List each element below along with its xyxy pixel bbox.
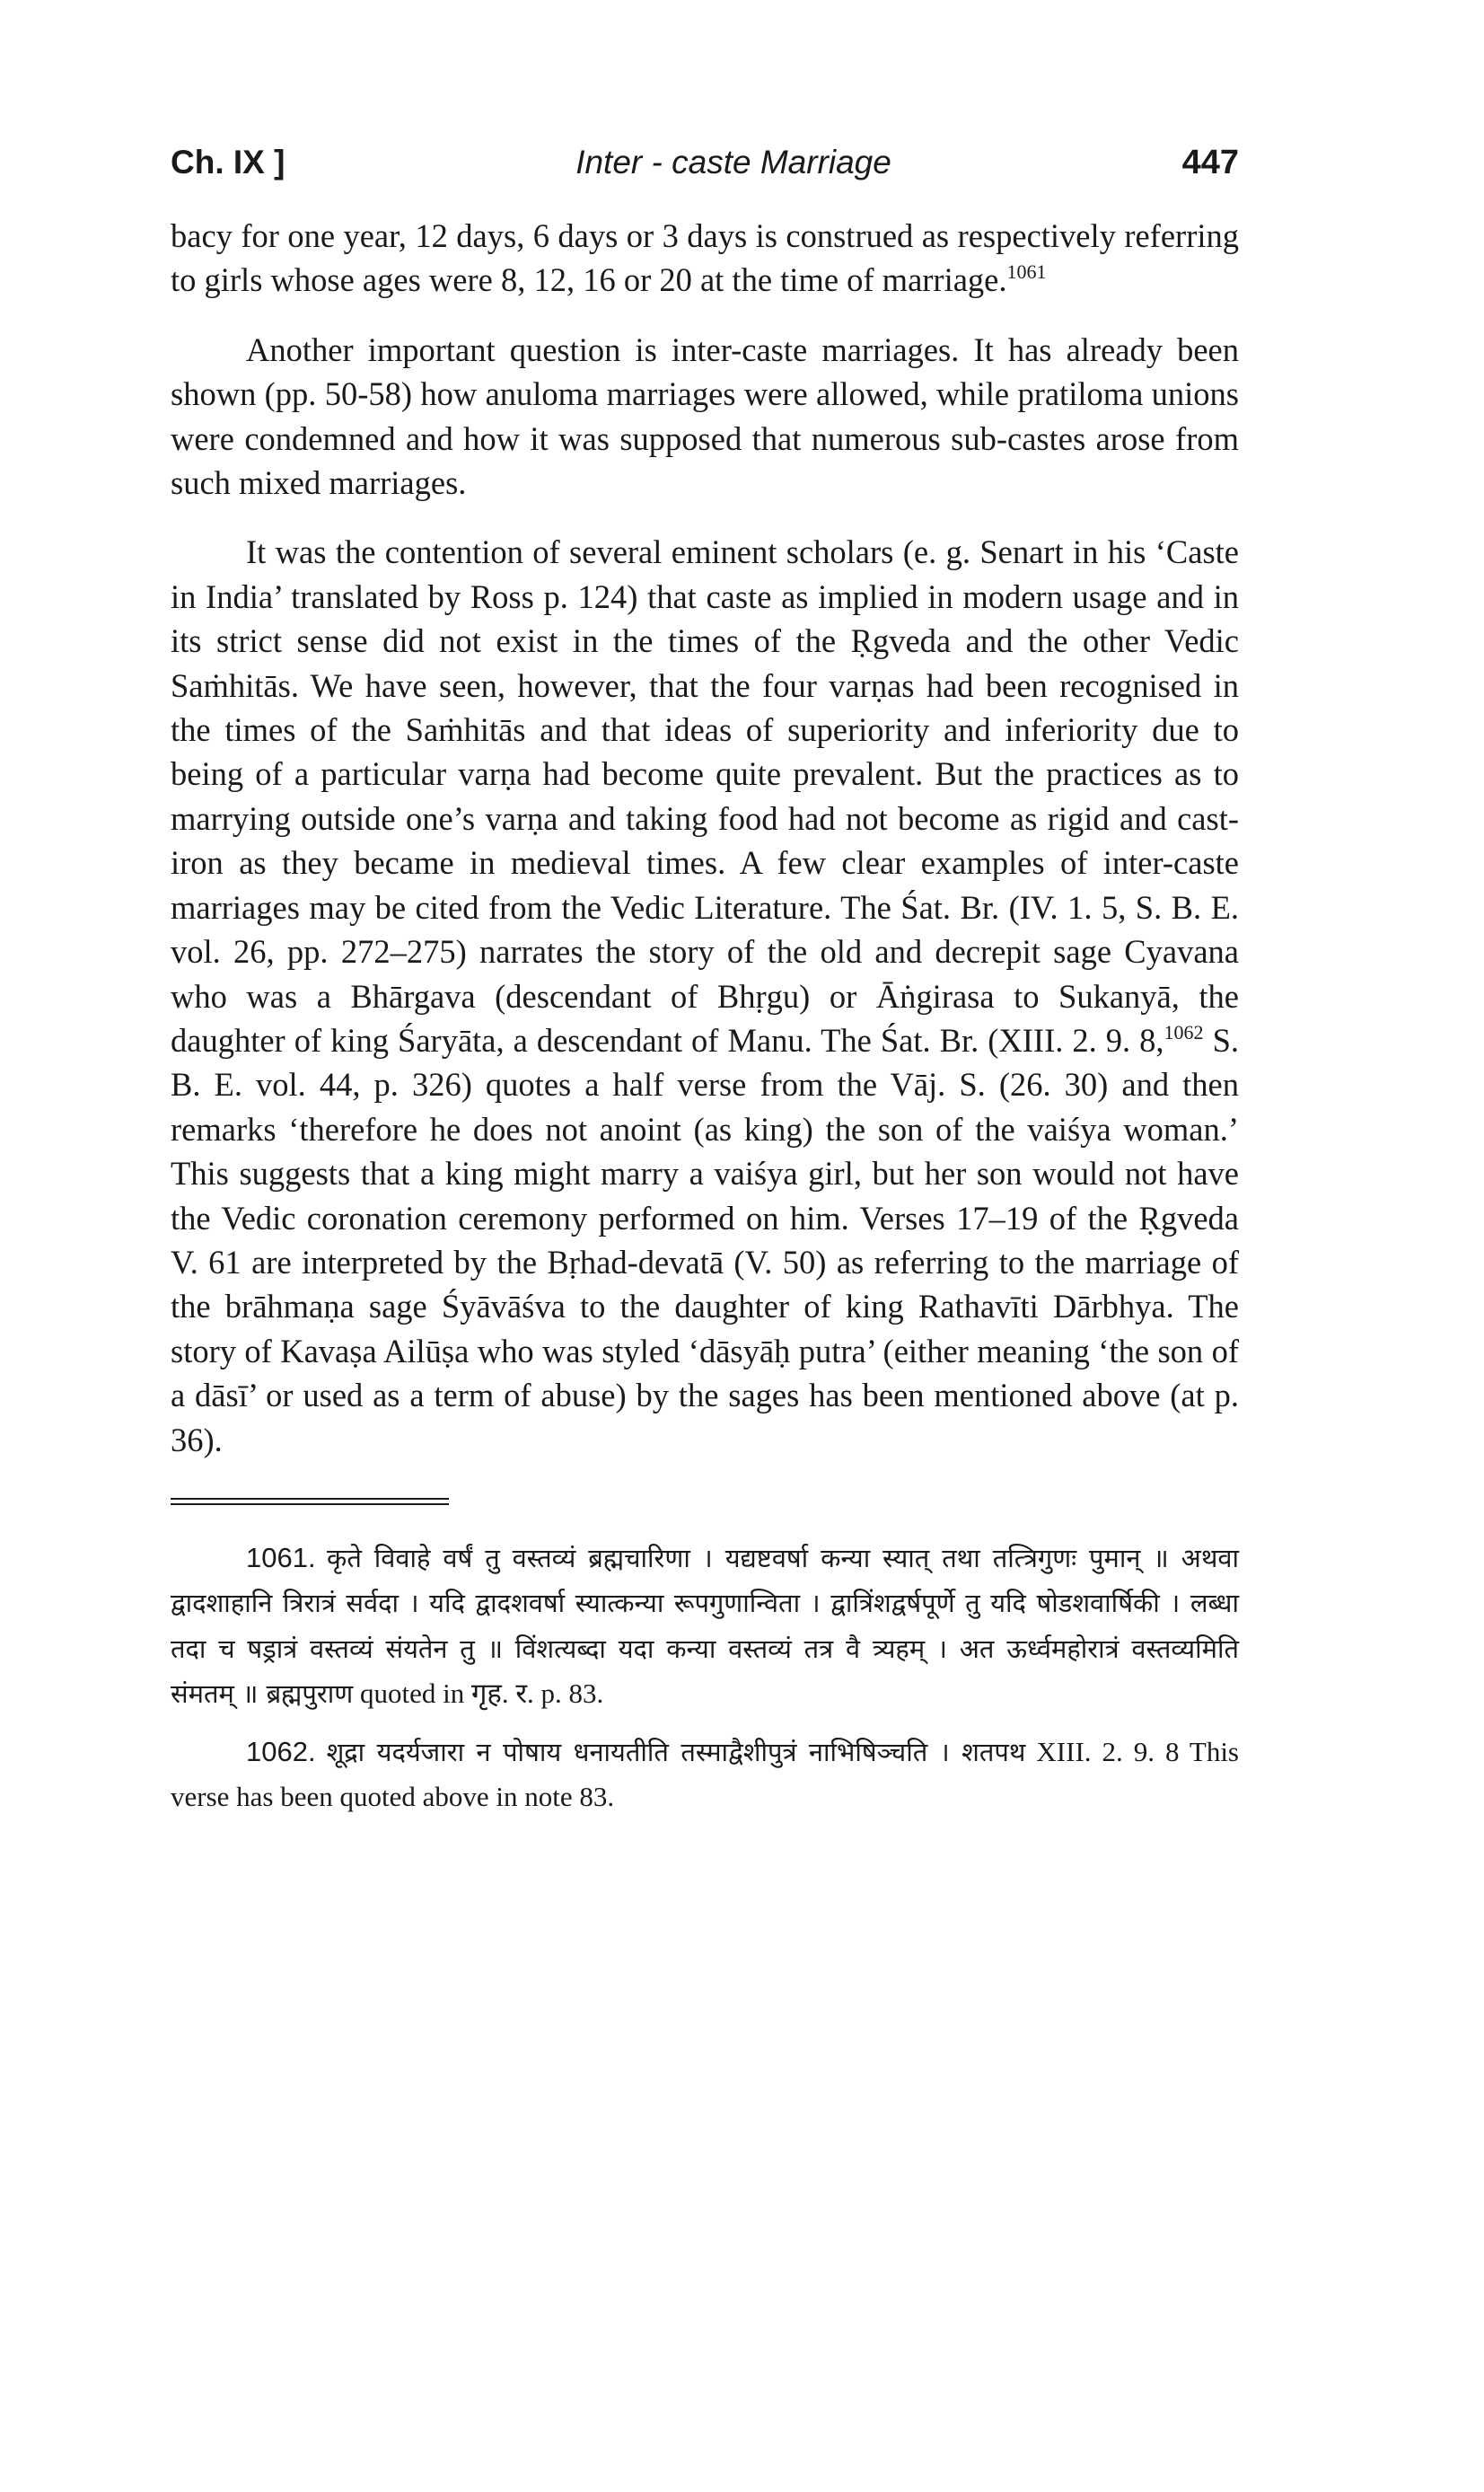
- footnote-sanskrit: कृते विवाहे वर्षं तु वस्तव्यं ब्रह्मचारिणा । यद्यष्टवर्षा कन्या स्यात् तथा तत्त्रिगुणः पुमान् ॥ अथवा द्वादशाहानि त्रिरात्रं सर्वदा । यदि द्वादशवर्षा स्यात्कन्या रूपगुणान्विता । द्वात्रिंशद्वर्षपूर्णे तु यदि षोडशवार्षिकी । लब्धा तदा च षड्रात्रं वस्तव्यं संयतेन तु ॥ विंशत्यब्दा यदा कन्या वस्तव्यं तत्र वै त्र्यहम् । अत ऊर्ध्वमहोरात्रं वस्तव्यमिति संमतम् ॥ ब्रह्मपुराण: [171, 1542, 1239, 1710]
- footnote-text: quoted in गृह. र. p. 83.: [359, 1677, 604, 1710]
- footnote-sanskrit: शूद्रा यदर्यजारा न पोषाय धनायतीति तस्माद्वैशीपुत्रं नाभिषिञ्चति । शतपथ: [326, 1736, 1026, 1767]
- paragraph-text: It was the contention of several eminent scholars (e. g. Senart in his ‘Caste in India’ translated by Ross p. 124) that caste as implied in modern usage and in its strict sense did not exist in the times of the Ṛgveda and the other Vedic Saṁhitās. We have seen, however, that the four varṇas had been recognised in the times of the Saṁhitās and that ideas of superiority and inferiority due to being of a particular varṇa had become quite prevalent. But the practices as to marrying outside one’s varṇa and taking food had not become as rigid and cast-iron as they became in medieval times. A few clear examples of inter-caste marriages may be cited from the Vedic Literature. The Śat. Br. (IV. 1. 5, S. B. E. vol. 26, pp. 272–275) narrates the story of the old and decrepit sage Cyavana who was a Bhārgava (descendant of Bhṛgu) or Āṅgirasa to Sukanyā, the daughter of king Śaryāta, a descendant of Manu. The Śat. Br. (XIII. 2. 9. 8,: [171, 533, 1239, 1059]
- body-paragraph-1: [171, 214, 1239, 303]
- footnote-number: 1061.: [246, 1541, 316, 1573]
- paragraph-text: Another important question is inter-caste marriages. It has already been shown (pp. 50-58) how anuloma marriages were allowed, while pratiloma unions were condemned and how it was supposed that numerous sub-castes arose from such mixed marriages.: [171, 330, 1239, 502]
- footnote-ref-1062: 1062: [1163, 1020, 1204, 1043]
- footnote-ref-1061: 1061: [1006, 260, 1047, 284]
- footnote-1061: [171, 1536, 1239, 1717]
- footnote-number: 1062.: [246, 1735, 316, 1767]
- footnote-text: XIII. 2. 9. 8 This verse has been quoted above in note 83.: [171, 1735, 1239, 1813]
- body-paragraph-3: [171, 530, 1239, 1462]
- page-number: 447: [1181, 144, 1239, 181]
- body-paragraph-2: [171, 328, 1239, 506]
- running-title: Inter - caste Marriage: [575, 144, 891, 181]
- footnote-1062: [171, 1730, 1239, 1819]
- footnote-separator: [171, 1498, 449, 1505]
- book-page: [171, 144, 1239, 1819]
- paragraph-text-continued: S. B. E. vol. 44, p. 326) quotes a half verse from the Vāj. S. (26. 30) and then remarks ‘therefore he does not anoint (as king) the son of the vaiśya woman.’ This suggests that a king might marry a vaiśya girl, but her son would not have the Vedic coronation ceremony performed on him. Verses 17–19 of the Ṛgveda V. 61 are interpreted by the Bṛhad-devatā (V. 50) as referring to the marriage of the brāhmaṇa sage Śyāvāśva to the daughter of king Rathavīti Dārbhya. The story of Kavaṣa Ailūṣa who was styled ‘dāsyāḥ putra’ (either meaning ‘the son of a dāsī’ or used as a term of abuse) by the sages has been mentioned above (at p. 36).: [171, 1021, 1239, 1458]
- paragraph-text: bacy for one year, 12 days, 6 days or 3 days is construed as respectively referring to girls whose ages were 8, 12, 16 or 20 at the time of marriage.: [171, 217, 1239, 299]
- running-head: [171, 144, 1239, 198]
- chapter-label: Ch. IX ]: [171, 144, 285, 181]
